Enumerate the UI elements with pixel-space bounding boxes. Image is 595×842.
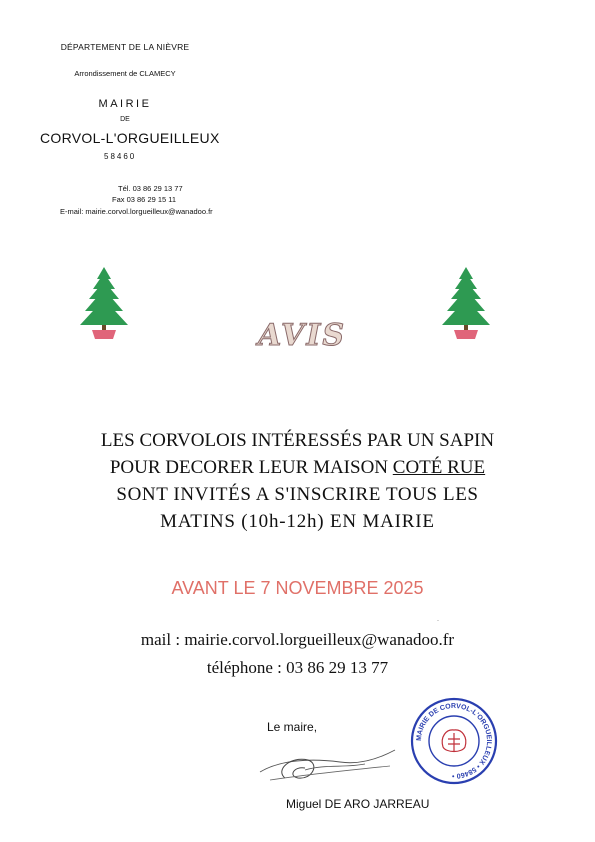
header-fax: Fax 03 86 29 15 11 — [112, 195, 177, 204]
arrondissement-label: Arrondissement de CLAMECY — [74, 69, 176, 78]
contact-phone: téléphone : 03 86 29 13 77 — [206, 658, 389, 677]
mairie-label: MAIRIE — [98, 98, 152, 110]
official-stamp — [410, 697, 498, 785]
message-line-1: LES CORVOLOIS INTÉRESSÉS PAR UN SAPIN — [100, 430, 495, 451]
notice-title: AVIS — [257, 318, 347, 353]
header-email: E-mail: mairie.corvol.lorgueilleux@wanadoo.fr — [60, 207, 213, 216]
de-label: DE — [120, 116, 130, 123]
message-line-2-underlined: COTÉ RUE — [392, 457, 486, 478]
postal-code: 58460 — [104, 152, 137, 161]
stray-mark: · — [437, 618, 439, 624]
message-line-2-text: POUR DECORER LEUR MAISON — [109, 457, 393, 478]
commune-name: CORVOL-L'ORGUEILLEUX — [40, 130, 220, 146]
deadline-text: AVANT LE 7 NOVEMBRE 2025 — [171, 578, 424, 598]
message-line-4: MATINS (10h-12h) EN MAIRIE — [160, 511, 435, 532]
christmas-tree-icon — [440, 265, 492, 343]
mayor-name: Miguel DE ARO JARREAU — [286, 797, 430, 811]
header-phone: Tél. 03 86 29 13 77 — [118, 184, 183, 193]
mayor-label: Le maire, — [267, 720, 318, 734]
handwritten-signature — [250, 740, 400, 790]
contact-mail: mail : mairie.corvol.lorgueilleux@wanadoo.fr — [140, 630, 455, 649]
christmas-tree-icon — [78, 265, 130, 343]
message-line-3: SONT INVITÉS A S'INSCRIRE TOUS LES — [116, 484, 479, 505]
svg-text:MAIRIE DE CORVOL-L'ORGUEILLEUX: MAIRIE DE CORVOL-L'ORGUEILLEUX • 58460 • — [415, 702, 493, 780]
message-line-2 — [40, 457, 555, 479]
department-label: DÉPARTEMENT DE LA NIÈVRE — [60, 42, 190, 52]
